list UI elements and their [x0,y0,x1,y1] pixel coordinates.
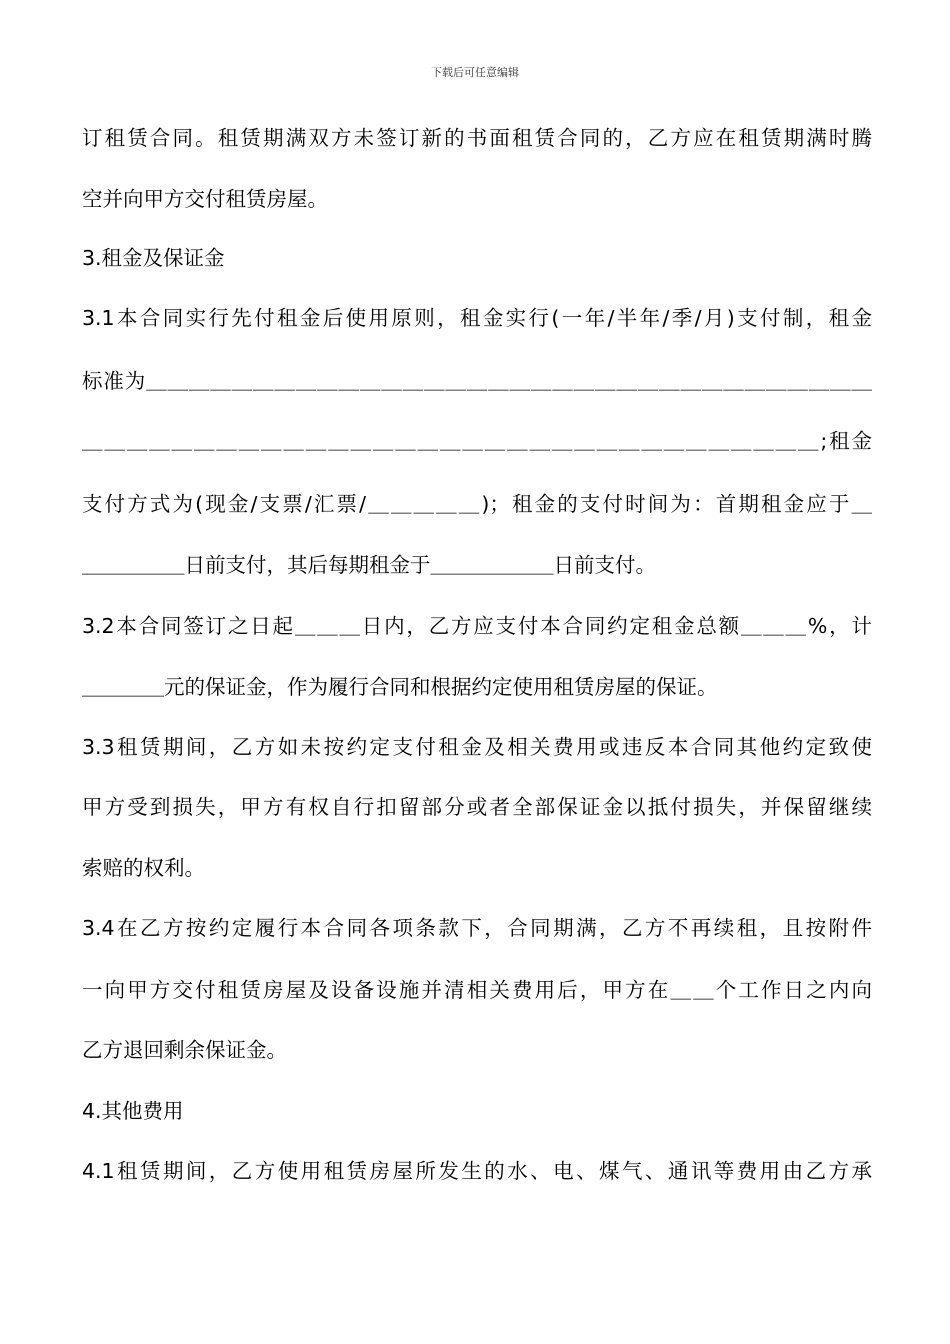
section-heading: 4.其他费用 [82,1099,184,1123]
paragraph-line: 3.2本合同签订之日起＿＿＿日内，乙方应支付本合同约定租金总额＿＿＿%，计 [82,614,872,638]
paragraph-line: 空并向甲方交付租赁房屋。 [82,187,328,211]
paragraph-line: ＿＿＿＿＿日前支付，其后每期租金于＿＿＿＿＿＿日前支付。 [82,553,656,577]
paragraph-line: 索赔的权利。 [82,856,205,880]
paragraph-line: 3.4在乙方按约定履行本合同各项条款下，合同期满，乙方不再续租，且按附件 [82,916,872,940]
paragraph-line: 3.3租赁期间，乙方如未按约定支付租金及相关费用或违反本合同其他约定致使 [82,735,872,759]
paragraph-line: 订租赁合同。租赁期满双方未签订新的书面租赁合同的，乙方应在租赁期满时腾 [82,126,872,150]
paragraph-line: ＿＿＿＿＿＿＿＿＿＿＿＿＿＿＿＿＿＿＿＿＿＿＿＿＿＿＿＿＿＿＿＿＿;租金 [82,429,872,453]
paragraph-line: 甲方受到损失，甲方有权自行扣留部分或者全部保证金以抵付损失，并保留继续 [82,795,872,819]
paragraph-line: 一向甲方交付租赁房屋及设备设施并清相关费用后，甲方在＿＿个工作日之内向 [82,978,872,1002]
section-heading: 3.租金及保证金 [82,246,225,270]
paragraph-line: 支付方式为(现金/支票/汇票/＿＿＿＿＿)；租金的支付时间为：首期租金应于＿ [82,492,872,516]
paragraph-line: 4.1租赁期间，乙方使用租赁房屋所发生的水、电、煤气、通讯等费用由乙方承 [82,1159,872,1183]
paragraph-line: 标准为＿＿＿＿＿＿＿＿＿＿＿＿＿＿＿＿＿＿＿＿＿＿＿＿＿＿＿＿＿＿＿＿＿＿ [82,369,872,393]
paragraph-line: 乙方退回剩余保证金。 [82,1038,287,1062]
paragraph-line: 3.1本合同实行先付租金后使用原则，租金实行(一年/半年/季/月)支付制，租金 [82,306,872,330]
page-header-note: 下载后可任意编辑 [431,66,519,79]
paragraph-line: ＿＿＿＿元的保证金，作为履行合同和根据约定使用租赁房屋的保证。 [82,675,718,699]
